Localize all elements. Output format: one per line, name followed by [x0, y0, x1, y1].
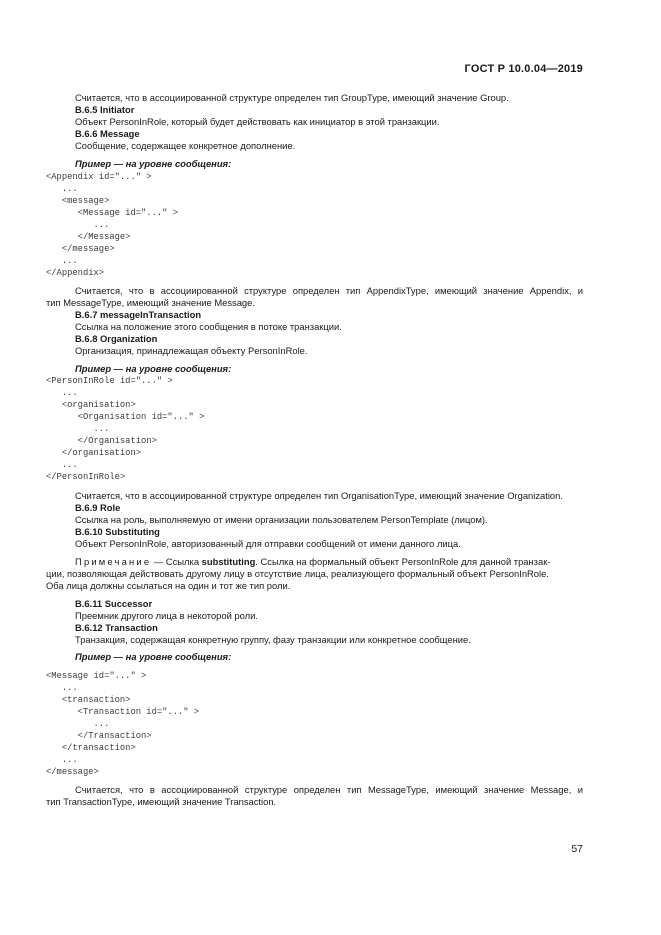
code-line: </message> [46, 244, 115, 254]
example-heading: Пример — на уровне сообщения: [75, 651, 232, 662]
code-line: ... [46, 683, 78, 693]
code-line: <Appendix id="..." > [46, 172, 152, 182]
section-heading-substituting: B.6.10 Substituting [75, 526, 160, 537]
code-line: ... [46, 256, 78, 266]
code-line: </Appendix> [46, 268, 105, 278]
paragraph-messagetype-line1: Считается, что в ассоциированной структуре определен тип MessageType, имеющий значение Message, и [75, 784, 583, 795]
example-heading: Пример — на уровне сообщения: [75, 158, 232, 169]
code-line: <PersonInRole id="..." > [46, 376, 173, 386]
code-line: ... [46, 220, 110, 230]
code-line: <Transaction id="..." > [46, 707, 200, 717]
section-heading-message-in-transaction: B.6.7 messageInTransaction [75, 309, 202, 320]
paragraph-appendixtype-line2: тип MessageType, имеющий значение Message. [46, 297, 255, 308]
standard-code: ГОСТ Р 10.0.04—2019 [464, 63, 583, 75]
code-line: </message> [46, 767, 99, 777]
page-number: 57 [571, 843, 583, 855]
note-line3: Оба лица должны ссылаться на один и тот же тип роли. [46, 580, 291, 591]
role-description: Ссылка на роль, выполняемую от имени организации пользователем PersonTemplate (лицом). [75, 514, 488, 525]
code-line: </transaction> [46, 743, 136, 753]
code-line: <organisation> [46, 400, 136, 410]
code-line: <message> [46, 196, 110, 206]
code-block-appendix [46, 171, 178, 279]
code-line: <Organisation id="..." > [46, 412, 205, 422]
message-description: Сообщение, содержащее конкретное дополнение. [75, 140, 296, 151]
example-heading: Пример — на уровне сообщения: [75, 363, 232, 374]
code-line: ... [46, 719, 110, 729]
note-dash: — Ссылка [151, 556, 202, 567]
code-line: </PersonInRole> [46, 472, 126, 482]
note-rest: . Ссылка на формальный объект PersonInRole для данной транзак- [255, 556, 551, 567]
code-line: </Organisation> [46, 436, 157, 446]
section-heading-transaction: B.6.12 Transaction [75, 622, 158, 633]
code-line: <Message id="..." > [46, 208, 178, 218]
section-heading-role: B.6.9 Role [75, 502, 121, 513]
code-line: </Transaction> [46, 731, 152, 741]
paragraph-organisationtype: Считается, что в ассоциированной структуре определен тип OrganisationType, имеющий значение Organization. [75, 490, 563, 501]
note-label: Примечание [75, 556, 152, 567]
paragraph-grouptype: Считается, что в ассоциированной структуре определен тип GroupType, имеющий значение Group. [75, 92, 509, 103]
code-line: </organisation> [46, 448, 142, 458]
note-line2: ции, позволяющая действовать другому лицу в отсутствие лица, реализующего формальный объект PersonInRole. [46, 568, 549, 579]
code-line: ... [46, 184, 78, 194]
paragraph-messagetype-line2: тип TransactionType, имеющий значение Transaction. [46, 796, 277, 807]
note-line1 [75, 556, 550, 568]
note-term: substituting [201, 556, 256, 567]
code-line: <transaction> [46, 695, 131, 705]
code-line: ... [46, 460, 78, 470]
code-line: ... [46, 424, 110, 434]
code-line: </Message> [46, 232, 131, 242]
successor-description: Преемник другого лица в некоторой роли. [75, 610, 258, 621]
section-heading-message: B.6.6 Message [75, 128, 140, 139]
code-line: ... [46, 755, 78, 765]
section-heading-successor: B.6.11 Successor [75, 598, 153, 609]
code-line: <Message id="..." > [46, 671, 147, 681]
code-block-person-in-role [46, 375, 204, 483]
paragraph-appendixtype-line1: Считается, что в ассоциированной структуре определен тип AppendixType, имеющий значение Appendix, и [75, 285, 583, 296]
code-block-message-transaction [46, 670, 199, 778]
substituting-description: Объект PersonInRole, авторизованный для отправки сообщений от имени данного лица. [75, 538, 461, 549]
code-line: ... [46, 388, 78, 398]
message-in-transaction-description: Ссылка на положение этого сообщения в потоке транзакции. [75, 321, 342, 332]
organization-description: Организация, принадлежащая объекту PersonInRole. [75, 345, 308, 356]
section-heading-initiator: B.6.5 Initiator [75, 104, 135, 115]
initiator-description: Объект PersonInRole, который будет действовать как инициатор в этой транзакции. [75, 116, 440, 127]
section-heading-organization: B.6.8 Organization [75, 333, 158, 344]
transaction-description: Транзакция, содержащая конкретную группу, фазу транзакции или конкретное сообщение. [75, 634, 471, 645]
